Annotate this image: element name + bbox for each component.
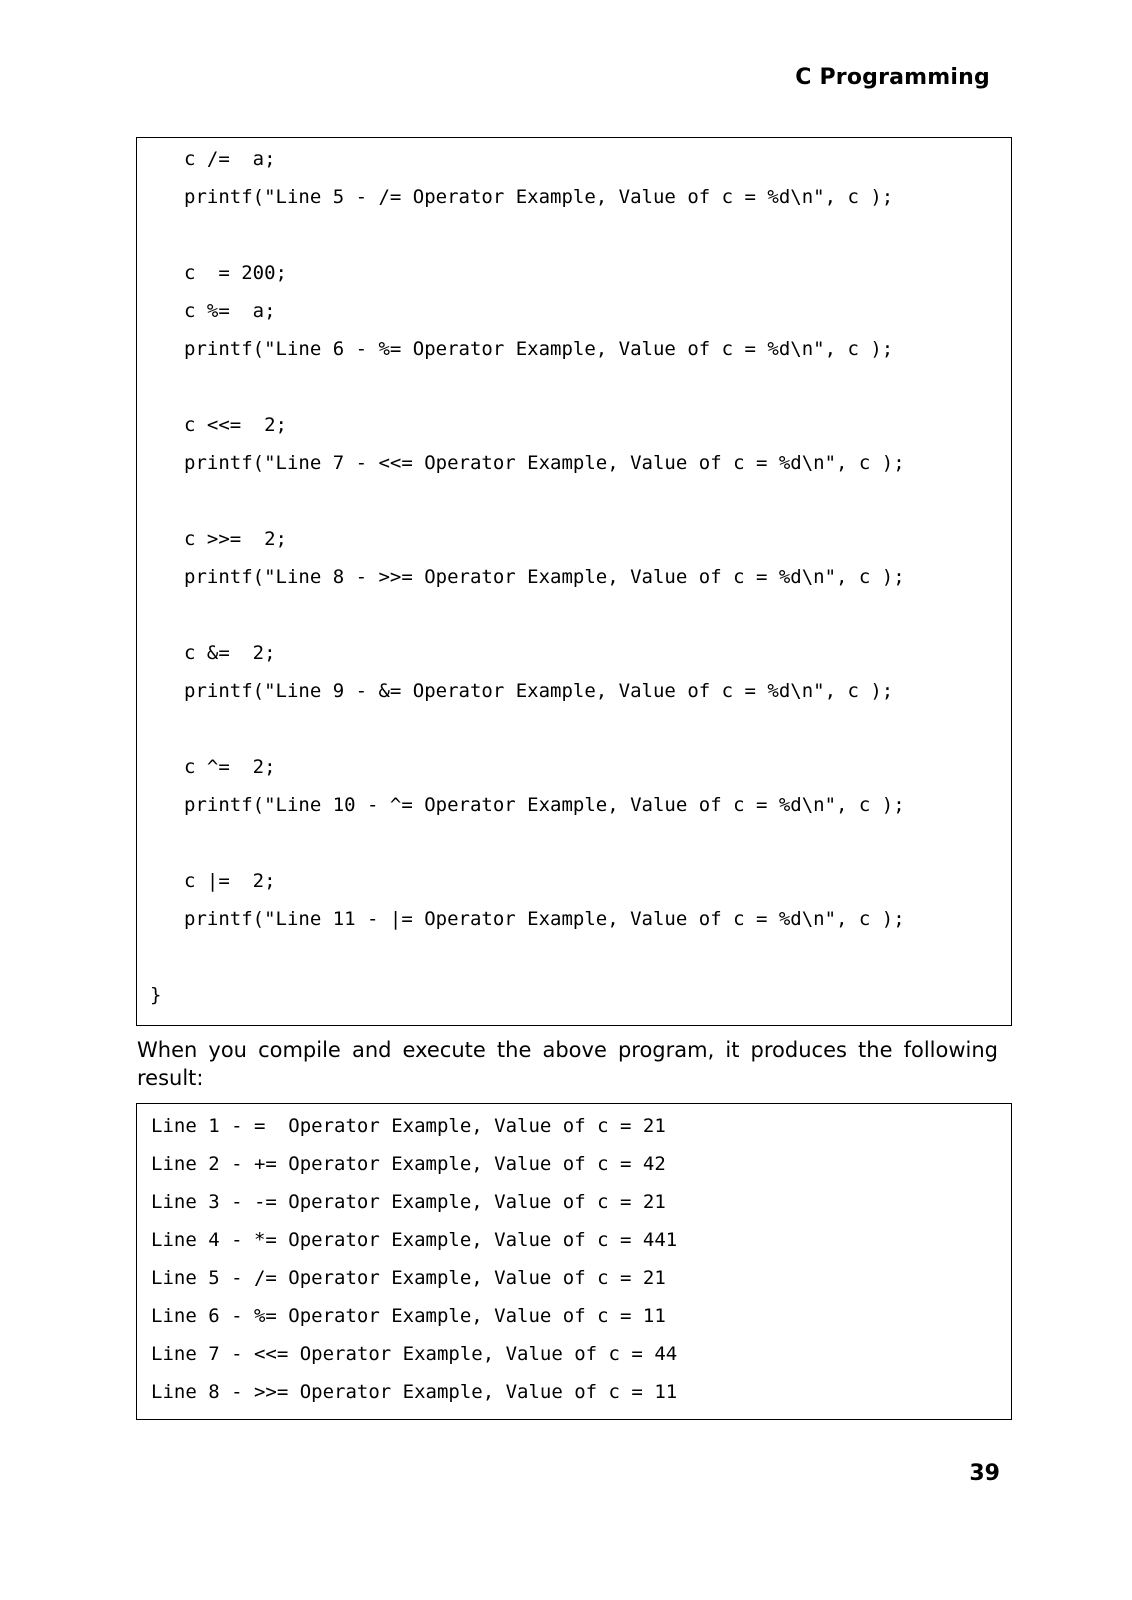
code-line: printf("Line 9 - &= Operator Example, Value of c = %d\n", c ); bbox=[184, 680, 894, 702]
code-line: printf("Line 10 - ^= Operator Example, Value of c = %d\n", c ); bbox=[184, 794, 905, 816]
output-line: Line 1 - = Operator Example, Value of c = 21 bbox=[151, 1115, 666, 1137]
code-line: c %= a; bbox=[184, 300, 276, 322]
code-line: c &= 2; bbox=[184, 642, 276, 664]
code-line: printf("Line 6 - %= Operator Example, Value of c = %d\n", c ); bbox=[184, 338, 894, 360]
output-line: Line 3 - -= Operator Example, Value of c = 21 bbox=[151, 1191, 666, 1213]
output-line: Line 5 - /= Operator Example, Value of c = 21 bbox=[151, 1267, 666, 1289]
output-line: Line 7 - <<= Operator Example, Value of c = 44 bbox=[151, 1343, 678, 1365]
program-output-block bbox=[136, 1103, 1012, 1420]
running-header-title: C Programming bbox=[795, 65, 990, 90]
code-line: printf("Line 5 - /= Operator Example, Value of c = %d\n", c ); bbox=[184, 186, 894, 208]
result-intro-paragraph: When you compile and execute the above program, it produces the following result: bbox=[137, 1038, 998, 1090]
code-line: c ^= 2; bbox=[184, 756, 276, 778]
code-line: printf("Line 7 - <<= Operator Example, Value of c = %d\n", c ); bbox=[184, 452, 905, 474]
code-line: c |= 2; bbox=[184, 870, 276, 892]
code-line: c = 200; bbox=[184, 262, 287, 284]
output-line: Line 4 - *= Operator Example, Value of c = 441 bbox=[151, 1229, 678, 1251]
code-line: printf("Line 8 - >>= Operator Example, Value of c = %d\n", c ); bbox=[184, 566, 905, 588]
output-line: Line 8 - >>= Operator Example, Value of c = 11 bbox=[151, 1381, 678, 1403]
output-line: Line 6 - %= Operator Example, Value of c = 11 bbox=[151, 1305, 666, 1327]
page-number: 39 bbox=[969, 1461, 1000, 1486]
source-code-block bbox=[136, 137, 1012, 1026]
code-line: c >>= 2; bbox=[184, 528, 287, 550]
code-line: c <<= 2; bbox=[184, 414, 287, 436]
code-line: c /= a; bbox=[184, 148, 276, 170]
code-closing-brace: } bbox=[150, 984, 162, 1006]
output-line: Line 2 - += Operator Example, Value of c = 42 bbox=[151, 1153, 666, 1175]
code-line: printf("Line 11 - |= Operator Example, Value of c = %d\n", c ); bbox=[184, 908, 905, 930]
